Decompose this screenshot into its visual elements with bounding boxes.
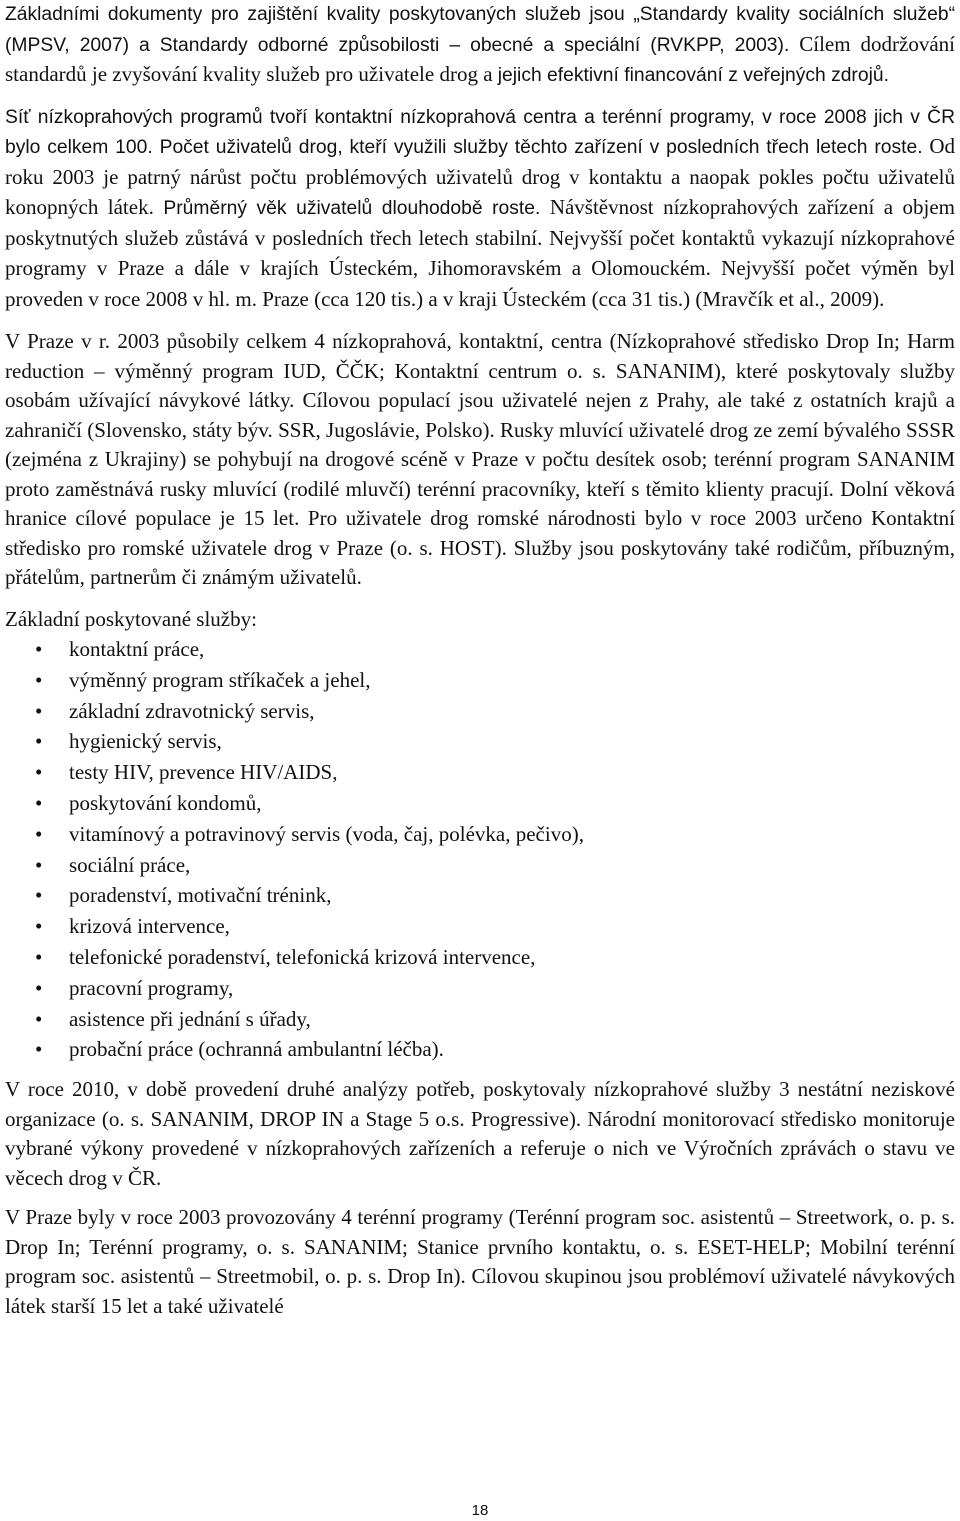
paragraph-2010-analysis: V roce 2010, v době provedení druhé analýzy potřeb, poskytovaly nízkoprahové služby 3 nestátní neziskové organizace (o. s. SANANIM, DROP IN a Stage 5 o.s. Progressive). Národní monitorovací středisko monitoruje vybrané výkony provedené v nízkoprahových zařízeních a referuje o nich ve Výročních zprávách o stavu ve věcech drog v ČR.: [5, 1077, 955, 1190]
list-item: • sociální práce,: [5, 850, 955, 881]
paragraph-network-attendance: Návštěvnost nízkoprahových zařízení a objem poskytnutých služeb zůstává v posledních třech letech stabilní.: [5, 195, 955, 250]
bullet-icon: •: [35, 944, 43, 969]
paragraph-network-contacts: Nejvyšší počet kontaktů vykazují nízkoprahové programy v Praze a dále v krajích Ústeckém, Jihomoravském a Olomouckém. Nejvyšší počet výměn byl proveden v roce 2008 v hl. m. Praze (cca 120 tis.) a v kraji Ústeckém (cca 31 tis.) (Mravčík et al., 2009).: [5, 225, 955, 311]
bullet-icon: •: [35, 637, 43, 661]
list-item: • kontaktní práce,: [5, 634, 955, 665]
bullet-icon: •: [35, 667, 43, 692]
paragraph-network-users: Počet uživatelů drog, kteří využili služby těchto zařízení v posledních třech letech roste.: [152, 137, 923, 158]
bullet-icon: •: [35, 1037, 43, 1062]
bullet-icon: •: [35, 852, 43, 877]
list-item: • hygienický servis,: [5, 726, 955, 757]
paragraph-standards-serif: Cílem dodržování standardů je zvyšování kvality služeb pro uživatele drog a: [5, 31, 955, 86]
list-item: • probační práce (ochranná ambulantní léčba).: [5, 1034, 955, 1065]
bullet-icon: •: [35, 729, 43, 754]
paragraph-network: [5, 103, 955, 316]
bullet-icon: •: [35, 1006, 43, 1031]
list-item: • krizová intervence,: [5, 911, 955, 942]
paragraph-standards-sans: Základními dokumenty pro zajištění kvality poskytovaných služeb jsou „Standardy kvality sociálních služeb“ (MPSV, 2007) a Standardy odborné způsobilosti – obecné a speciální (RVKPP, 2003).: [5, 4, 955, 56]
list-item: • vitamínový a potravinový servis (voda, čaj, polévka, pečivo),: [5, 819, 955, 850]
bullet-icon: •: [35, 760, 43, 785]
paragraph-standards-tail: jejich efektivní financování z veřejných zdrojů.: [497, 65, 889, 86]
bullet-icon: •: [35, 790, 43, 815]
services-list: [5, 634, 955, 1065]
list-item: • poradenství, motivační trénink,: [5, 880, 955, 911]
list-item: • základní zdravotnický servis,: [5, 696, 955, 727]
paragraph-network-trend: Od roku 2003 je patrný nárůst počtu problémových uživatelů drog v kontaktu a naopak pokles počtu uživatelů konopných látek.: [5, 134, 955, 219]
bullet-icon: •: [35, 883, 43, 908]
page-number: 18: [471, 1502, 489, 1519]
list-item: • poskytování kondomů,: [5, 788, 955, 819]
paragraph-prague-centres: V Praze v r. 2003 působily celkem 4 nízkoprahová, kontaktní, centra (Nízkoprahové středisko Drop In; Harm reduction – výměnný program IUD, ČČK; Kontaktní centrum o. s. SANANIM), které poskytovaly služby osobám užívající návykové látky. Cílovou populací jsou uživatelé nejen z Prahy, ale také z ostatních krajů a zahraničí (Slovensko, státy býv. SSR, Jugoslávie, Polsko). Rusky mluvící uživatelé drog ze zemí bývalého SSSR (zejména z Ukrajiny) se pohybují na drogové scéně v Praze v počtu desítek osob; terénní program SANANIM proto zaměstnává rusky mluvící (rodilé mluvčí) terénní pracovníky, kteří s těmito klienty pracují. Dolní věková hranice cílové populace je 15 let. Pro uživatele drog romské národnosti bylo v roce 2003 určeno Kontaktní středisko pro romské uživatele drog v Praze (o. s. HOST). Služby jsou poskytovány také rodičům, příbuzným, přátelům, partnerům či známým uživatelů.: [5, 329, 955, 589]
list-item: • výměnný program stříkaček a jehel,: [5, 665, 955, 696]
list-item: • telefonické poradenství, telefonická krizová intervence,: [5, 942, 955, 973]
bullet-icon: •: [35, 914, 43, 939]
services-heading: Základní poskytované služby:: [5, 606, 257, 631]
bullet-icon: •: [35, 698, 43, 723]
bullet-icon: •: [35, 975, 43, 1000]
paragraph-field-programs: V Praze byly v roce 2003 provozovány 4 terénní programy (Terénní program soc. asistentů – Streetwork, o. p. s. Drop In; Terénní programy, o. s. SANANIM; Stanice prvního kontaktu, o. s. ESET-HELP; Mobilní terénní program soc. asistentů – Streetmobil, o. p. s. Drop In). Cílovou skupinou jsou problémoví uživatelé návykových látek starší 15 let a také uživatelé: [5, 1205, 955, 1318]
paragraph-standards: [5, 0, 955, 91]
bullet-icon: •: [35, 821, 43, 846]
list-item: • pracovní programy,: [5, 973, 955, 1004]
list-item: • testy HIV, prevence HIV/AIDS,: [5, 757, 955, 788]
list-item: • asistence při jednání s úřady,: [5, 1004, 955, 1035]
document-page: [5, 0, 955, 1321]
paragraph-network-age: Průměrný věk uživatelů dlouhodobě roste.: [153, 198, 541, 219]
paragraph-network-sans: Síť nízkoprahových programů tvoří kontaktní nízkoprahová centra a terénní programy, v roce 2008 jich v ČR bylo celkem 100.: [5, 106, 955, 158]
